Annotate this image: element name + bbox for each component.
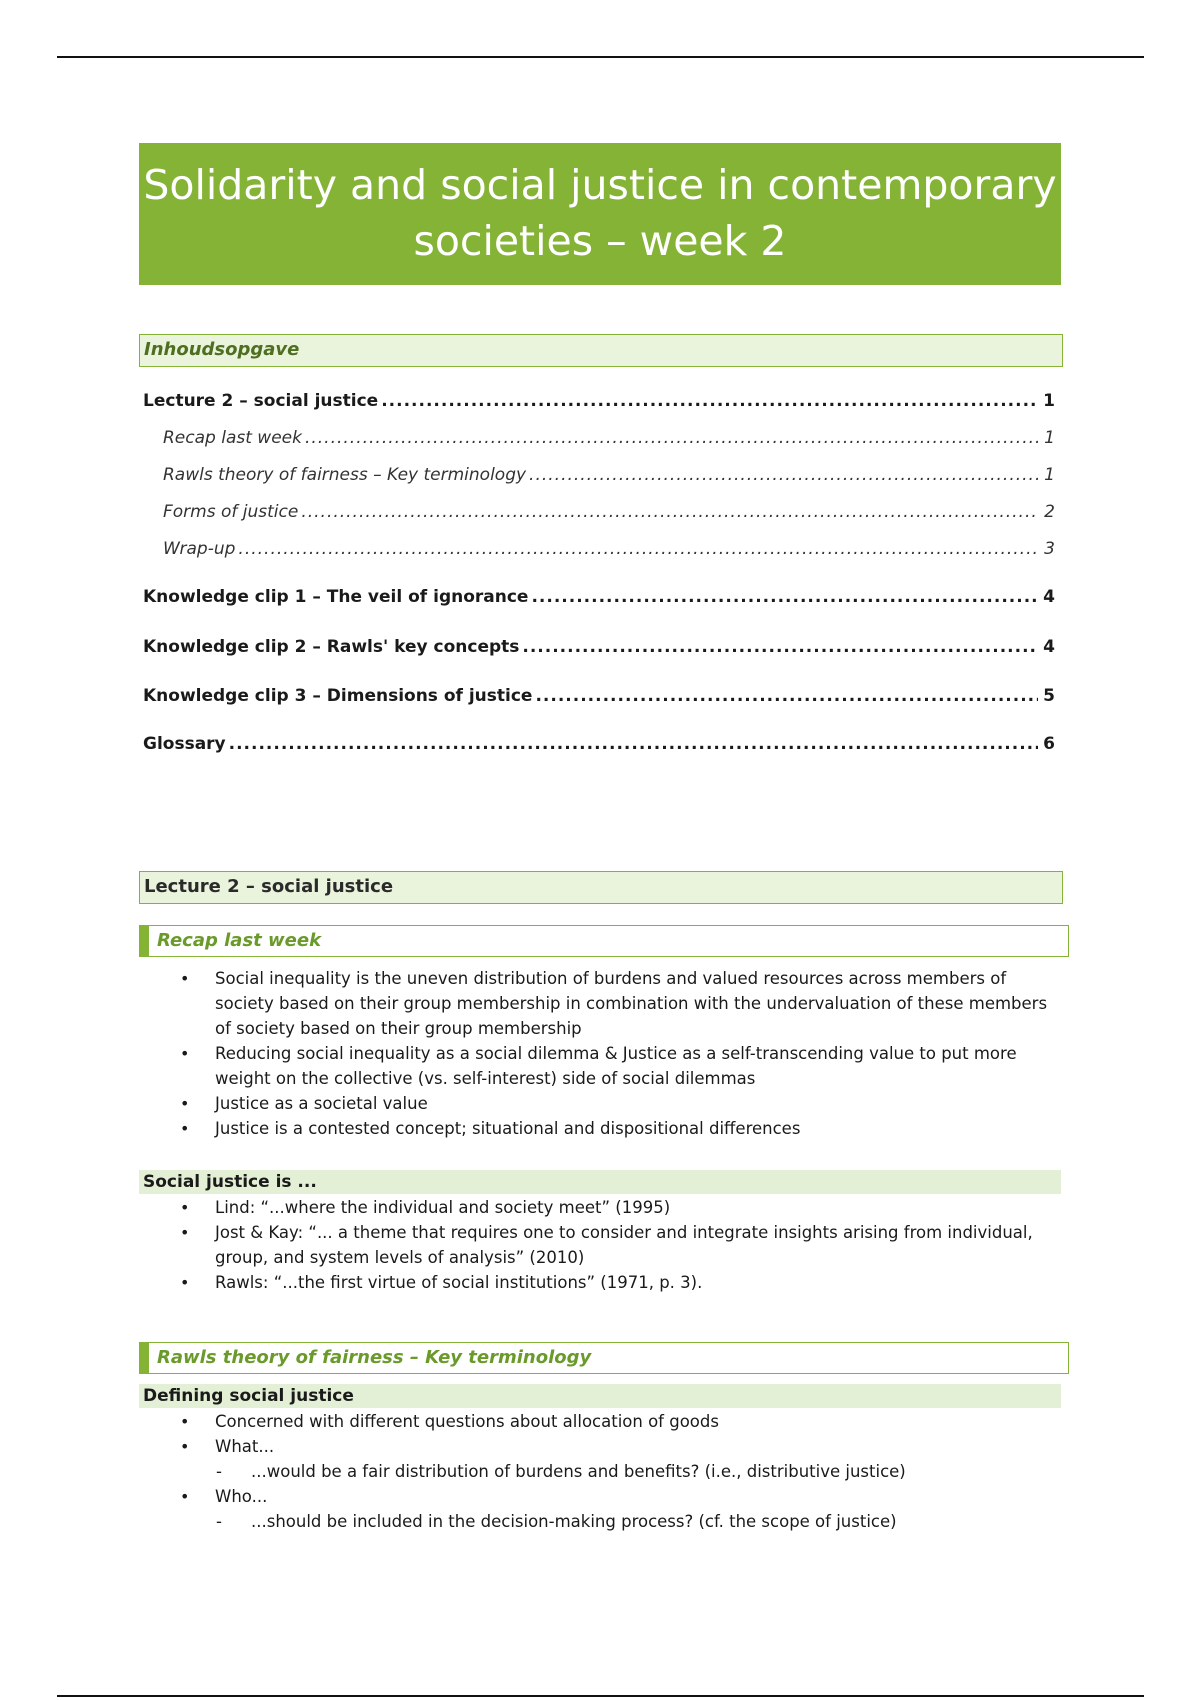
toc-entry[interactable] [143,539,1055,559]
recap-heading: Recap last week [139,925,1069,957]
toc-entry-label: Rawls theory of fairness – Key terminology [163,465,527,485]
list-item: • Social inequality is the uneven distribution of burdens and valued resources across members of society based on their group membership in combination with the undervaluation of these members of society based on their group membership [178,966,1058,1041]
toc-entry-page: 1 [1043,391,1055,411]
sub-list-item: - ...should be included in the decision-making process? (cf. the scope of justice) [178,1509,1058,1534]
top-rule [57,56,1144,58]
defining-heading: Defining social justice [139,1384,1061,1408]
toc-entry[interactable] [143,502,1055,522]
toc-entry-page: 1 [1044,428,1055,448]
toc-entry-label: Knowledge clip 3 – Dimensions of justice [143,686,533,706]
sub-list-item: - ...would be a fair distribution of burdens and benefits? (i.e., distributive justice) [178,1459,1058,1484]
toc-entry-label: Recap last week [163,428,302,448]
social-justice-heading: Social justice is ... [139,1170,1061,1194]
toc-entry-label: Glossary [143,734,226,754]
toc-entry[interactable] [143,734,1055,754]
list-item: • Concerned with different questions about allocation of goods [178,1409,1058,1434]
toc-entry-page: 4 [1043,637,1055,657]
toc-entry-label: Knowledge clip 1 – The veil of ignorance [143,587,529,607]
toc-entry-label: Forms of justice [163,502,299,522]
toc-entry[interactable] [143,428,1055,448]
toc-entry[interactable] [143,587,1055,607]
toc-entry-page: 4 [1043,587,1055,607]
toc-entry[interactable] [143,637,1055,657]
bottom-rule [57,1695,1144,1697]
list-item: • Who... [178,1484,1058,1509]
lecture-heading: Lecture 2 – social justice [139,871,1063,904]
toc-entry-label: Wrap-up [163,539,236,559]
recap-list [178,966,1058,1141]
toc-heading: Inhoudsopgave [139,334,1063,367]
title-line-1: Solidarity and social justice in contemporary [143,161,1057,209]
toc-entry-page: 5 [1043,686,1055,706]
toc-entry-page: 1 [1044,465,1055,485]
list-item: • Rawls: “...the first virtue of social institutions” (1971, p. 3). [178,1270,1058,1295]
list-item: • Justice is a contested concept; situational and dispositional differences [178,1116,1058,1141]
document-title [139,143,1061,285]
toc-entry[interactable] [143,465,1055,485]
toc-entry-page: 2 [1044,502,1055,522]
list-item: • Reducing social inequality as a social dilemma & Justice as a self-transcending value to put more weight on the collective (vs. self-interest) side of social dilemmas [178,1041,1058,1091]
toc-entry-page: 3 [1044,539,1055,559]
title-line-2: societies – week 2 [413,217,787,265]
list-item: • Justice as a societal value [178,1091,1058,1116]
toc-entry[interactable] [143,391,1055,411]
toc-entry-page: 6 [1043,734,1055,754]
rawls-heading: Rawls theory of fairness – Key terminology [139,1342,1069,1374]
list-item: • Jost & Kay: “... a theme that requires one to consider and integrate insights arising from individual, group, and system levels of analysis” (2010) [178,1220,1058,1270]
list-item: • Lind: “...where the individual and society meet” (1995) [178,1195,1058,1220]
social-justice-list [178,1195,1058,1295]
defining-list [178,1409,1058,1534]
list-item: • What... [178,1434,1058,1459]
toc-entry-label: Lecture 2 – social justice [143,391,379,411]
toc-entry-label: Knowledge clip 2 – Rawls' key concepts [143,637,520,657]
toc-entry[interactable] [143,686,1055,706]
